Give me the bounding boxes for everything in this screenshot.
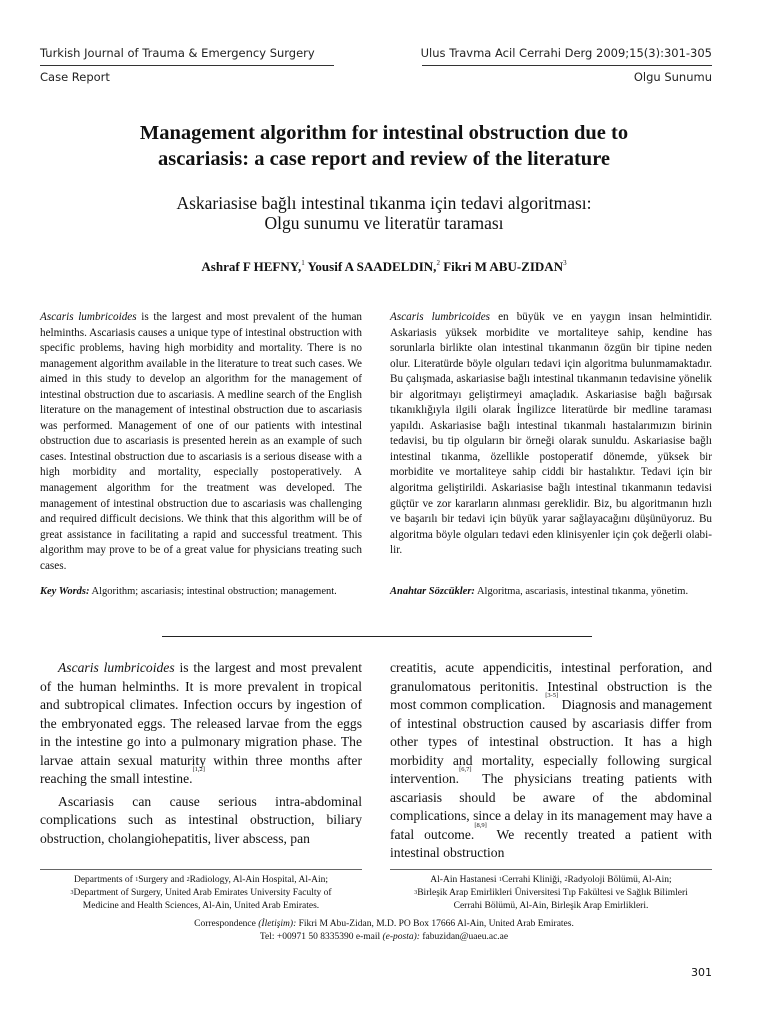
title-line-1: Management algorithm for intestinal obstruction due to [139, 122, 629, 144]
author-2-affil: 2 [436, 259, 440, 267]
affil-tr-part: Al-Ain Hastanesi [430, 875, 499, 885]
title-line-2: ascariasis: a case report and review of the literature [157, 148, 611, 170]
author-1-affil: 1 [301, 259, 305, 267]
author-3: Fikri M ABU-ZIDAN [439, 259, 564, 274]
correspondence-line-2 [40, 931, 728, 944]
article-title [40, 120, 728, 172]
abstract-tr-lead: Ascaris lumbricoides [390, 311, 491, 323]
correspondence-email: fabuzidan@uaeu.ac.ae [419, 932, 509, 942]
body-p1-lead: Ascaris lumbricoides [58, 660, 175, 675]
correspondence-email-label: (e-posta): [382, 932, 420, 942]
affil-tr-part: Birleşik Arap Emirlikleri Üniversitesi Tıp Fakültesi ve Sağlık Bilimleri [417, 888, 688, 898]
abstract-en-lead: Ascaris lumbricoides [40, 311, 137, 323]
correspondence [40, 918, 728, 944]
affil-tr-line-1 [386, 874, 716, 887]
affil-tr-line-3: Cerrahi Bölümü, Al-Ain, Birleşik Arap Emirlikleri. [453, 901, 649, 911]
correspondence-label-tr: (İletişim): [258, 919, 297, 929]
body-r-t4: We recently treated a patient with intestinal obstruction [390, 826, 712, 860]
keywords-en-label: Key Words: [40, 586, 90, 597]
body-r-t3: The physicians treating patients with ascariasis should be aware of the abdominal complications, since a delay in its management may have a fatal outcome. [390, 771, 712, 842]
body-r-t1: creatitis, acute appendicitis, intestinal perforation, and granulomatous peritonitis. Intestinal obstruction is the most common complication. [390, 660, 712, 712]
body-paragraph-2: Ascariasis can cause serious intra-abdominal complications such as intestinal obstruction, biliary obstruction, cholangiohepatitis, liver abscess, pan [40, 793, 362, 846]
keywords-tr-label: Anahtar Sözcükler: [390, 586, 475, 597]
article-type-tr: Olgu Sunumu [633, 70, 712, 84]
affiliations-en [36, 874, 366, 913]
footnote-rule-left [40, 869, 362, 870]
author-1: Ashraf F HEFNY, [201, 259, 302, 274]
affil-tr-line-2 [386, 887, 716, 900]
abstract-tr [390, 310, 712, 559]
author-2: Yousif A SAADELDIN, [304, 259, 437, 274]
keywords-en-text: Algorithm; ascariasis; intestinal obstruction; management. [89, 586, 337, 597]
affil-mark: 2 [186, 877, 190, 883]
journal-citation-tr: Ulus Travma Acil Cerrahi Derg 2009;15(3):301-305 [420, 46, 712, 60]
section-divider [162, 636, 592, 637]
footnote-rule-right [390, 869, 712, 870]
author-3-affil: 3 [563, 259, 567, 267]
header-rule-right [422, 65, 712, 66]
keywords-en [40, 585, 362, 600]
body-paragraph-3 [390, 659, 712, 863]
correspondence-phone: Tel: +00971 50 8335390 e-mail [259, 932, 383, 942]
affil-en-line-2 [36, 887, 366, 900]
abstract-en [40, 310, 362, 574]
correspondence-address: Fikri M Abu-Zidan, M.D. PO Box 17666 Al-Ain, United Arab Emirates. [296, 919, 574, 929]
page-number: 301 [691, 966, 712, 979]
header-rule-left [40, 65, 334, 66]
body-column-left [40, 659, 362, 848]
affil-mark: 1 [498, 877, 502, 883]
article-type-en: Case Report [40, 70, 110, 84]
affil-en-line-1 [36, 874, 366, 887]
affil-en-part: Surgery and [138, 875, 187, 885]
body-column-right [390, 659, 712, 863]
affil-tr-part: Cerrahi Kliniği, [501, 875, 565, 885]
affiliations-tr [386, 874, 716, 913]
article-title-tr [40, 193, 728, 233]
journal-name-en: Turkish Journal of Trauma & Emergency Surgery [40, 46, 315, 60]
citation-ref: [3-5] [545, 692, 559, 699]
affil-en-part: Departments of [73, 875, 136, 885]
citation-ref: [6,7] [459, 766, 472, 773]
citation-ref: [8,9] [474, 821, 487, 829]
affil-en-part: Department of Surgery, United Arab Emirates University Faculty of [73, 888, 332, 898]
subtitle-line-1: Askariasise bağlı intestinal tıkanma için tedavi algoritması: [176, 193, 592, 213]
affil-en-part: Radiology, Al-Ain Hospital, Al-Ain; [189, 875, 329, 885]
correspondence-label: Correspondence [194, 919, 259, 929]
affil-mark: 2 [564, 877, 568, 883]
body-r-t2: Diagnosis and management of intestinal obstruction caused by ascariasis differ from other types of intestinal obstruction. It has a high morbidity and mortality, especially following surgical intervention. [390, 697, 712, 786]
keywords-tr [390, 585, 712, 600]
affil-mark: 3 [414, 890, 418, 896]
abstract-en-text: is the largest and most prevalent of the human helminths. Ascariasis causes a unique type of intestinal obstruction with specific problems, having high morbidity and mortality. There is no management algorithm available in the literature to treat such cases. We aimed in this study to develop an algorithm for the management of intestinal obstruction due to ascariasis. A medline search of the English literature on the management of intestinal obstruction due to ascariasis was performed. Management of one of our patients with intestinal obstruction due to ascariasis is presented herein as an example of such cases. Intestinal obstruction due to ascariasis is a serious disease with a high morbidity and mortality, especially postoperatively. A management algorithm for the treatment was developed. The management of intestinal obstruction due to ascariasis was challenging and required difficult decisions. We think that this algorithm will be of great assistance in facilitating a rapid and successful treatment. This algorithm may prove to be of a great value for physicians treating such cases. [40, 311, 363, 572]
affil-en-line-3: Medicine and Health Sciences, Al-Ain, United Arab Emirates. [82, 901, 320, 911]
correspondence-line-1 [40, 918, 728, 931]
affil-tr-part: Radyoloji Bölümü, Al-Ain; [567, 875, 672, 885]
subtitle-line-2: Olgu sunumu ve literatür taraması [264, 213, 504, 233]
keywords-tr-text: Algoritma, ascariasis, intestinal tıkanma, yönetim. [474, 586, 689, 597]
citation-ref: [1,2] [192, 766, 205, 773]
affil-mark: 1 [135, 877, 139, 883]
author-list [40, 259, 728, 275]
body-paragraph-1 [40, 659, 362, 789]
abstract-tr-text: en büyük ve en yaygın insan helmintidir. Askariasis yüksek morbidite ve mortaliteye sahip, kendine has sorunlarla birlikte olan intestinal tıkanmanın özgün bir tipine neden olur. Literatürde böyle olguları tedavi için algoritma bulunmamaktadır. Bu çalışmada, askariasise bağlı intestinal tıkanmanın tedavisine yönelik bir algoritmayı geliştirmeyi amaçladık. Askariasise bağlı bağırsak tıkanıklığıyla ilgili olarak İngilizce literatürde bir medline taraması yapıldı. Askariasise bağlı intestinal tıkanmalı hastalarımızın birinin tedavisi, bu tip olguların bir örneği olarak sunuldu. Askariasise bağlı intestinal tıkanma, özellikle postoperatif dönemde, yüksek bir morbidite ve mortaliteye sahip ciddi bir hastalıktır. Tedavi için bir algoritma geliştirildi. Askariasise bağlı intestinal tıkanmanın tedavisi güçtür ve zor kararların alınması gereklidir. Biz, bu algoritmanın hızlı ve başarılı bir tedavi için büyük yarar sağlayacağını düşünüyoruz. Bu algoritma böyle olguları tedavi eden klinisyenler için çok değerli olabilir. [390, 311, 712, 557]
affil-mark: 3 [70, 890, 74, 896]
body-p1-text: is the largest and most prevalent of the human helminths. It is more prevalent in tropical and subtropical climates. Infection occurs by ingestion of the embryonated eggs. The released larvae from the eggs in the intestine go into a pulmonary migration phase. The larvae attain sexual maturity within three months after reaching the small intestine. [40, 660, 362, 786]
